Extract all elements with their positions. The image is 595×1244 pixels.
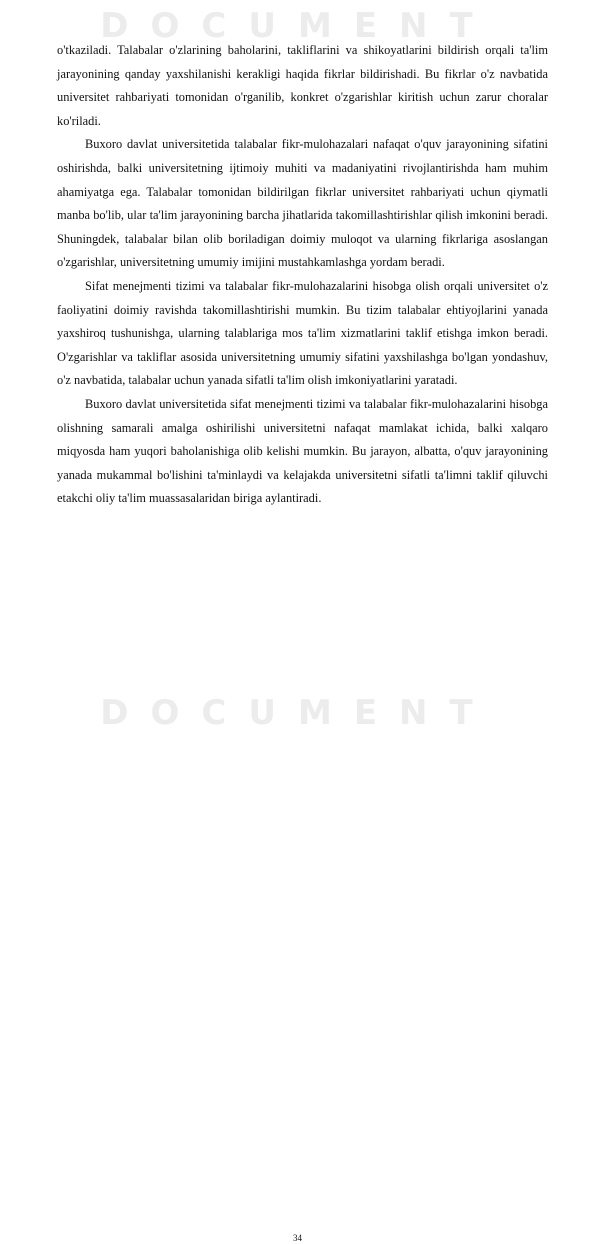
body-text [57,39,548,511]
paragraph-continuation: o'tkaziladi. Talabalar o'zlarining baholarini, takliflarini va shikoyatlarini bildirish orqali ta'lim jarayonining qanday yaxshilanishi kerakligi haqida fikrlar bildirishadi. Bu fikrlar o'z navbatida universitet rahbariyati tomonidan o'rganilib, konkret o'zgarishlar kiritish uchun zarur choralar ko'riladi. [57,43,548,128]
paragraph: Buxoro davlat universitetida talabalar fikr-mulohazalari nafaqat o'quv jarayonining sifatini oshirishda, balki universitetning ijtimoiy muhiti va madaniyatini rivojlantirishda ham muhim ahamiyatga ega. Talabalar tomonidan bildirilgan fikrlar universitet rahbariyati uchun qiymatli manba bo'lib, ular ta'lim jarayonining barcha jihatlarida takomillashtirishlar qilish imkonini beradi. Shuningdek, talabalar bilan olib boriladigan doimiy muloqot va ularning fikrlariga asoslangan o'zgarishlar, universitetning umumiy imijini mustahkamlashga yordam beradi. [57,137,548,270]
watermark-bottom: DOCUMENT [100,693,495,733]
paragraph: Buxoro davlat universitetida sifat menejmenti tizimi va talabalar fikr-mulohazalarini hisobga olishning samarali amalga oshirilishi universitetni nafaqat mamlakat ichida, balki xalqaro miqyosda ham yuqori baholanishiga olib kelishi mumkin. Bu jarayon, albatta, o'quv jarayonining yanada mukammal bo'lishini ta'minlaydi va kelajakda universitetni sifatli ta'limni taklif qiluvchi etakchi oliy ta'lim muassasalaridan biriga aylantiradi. [57,396,548,506]
watermark-top: DOCUMENT [100,6,495,46]
page-number: 34 [293,1232,302,1243]
paragraph: Sifat menejmenti tizimi va talabalar fikr-mulohazalarini hisobga olish orqali universitet o'z faoliyatini doimiy ravishda takomillashtirishi mumkin. Bu tizim talabalar ehtiyojlarini yanada yaxshiroq tushunishga, ularning talablariga mos ta'lim xizmatlarini taklif etishga imkon beradi. O'zgarishlar va takliflar asosida universitetning umumiy sifatini yaxshilashga bo'lgan yondashuv, o'z navbatida, talabalar uchun yanada sifatli ta'lim olish imkoniyatlarini yaratadi. [57,278,548,388]
